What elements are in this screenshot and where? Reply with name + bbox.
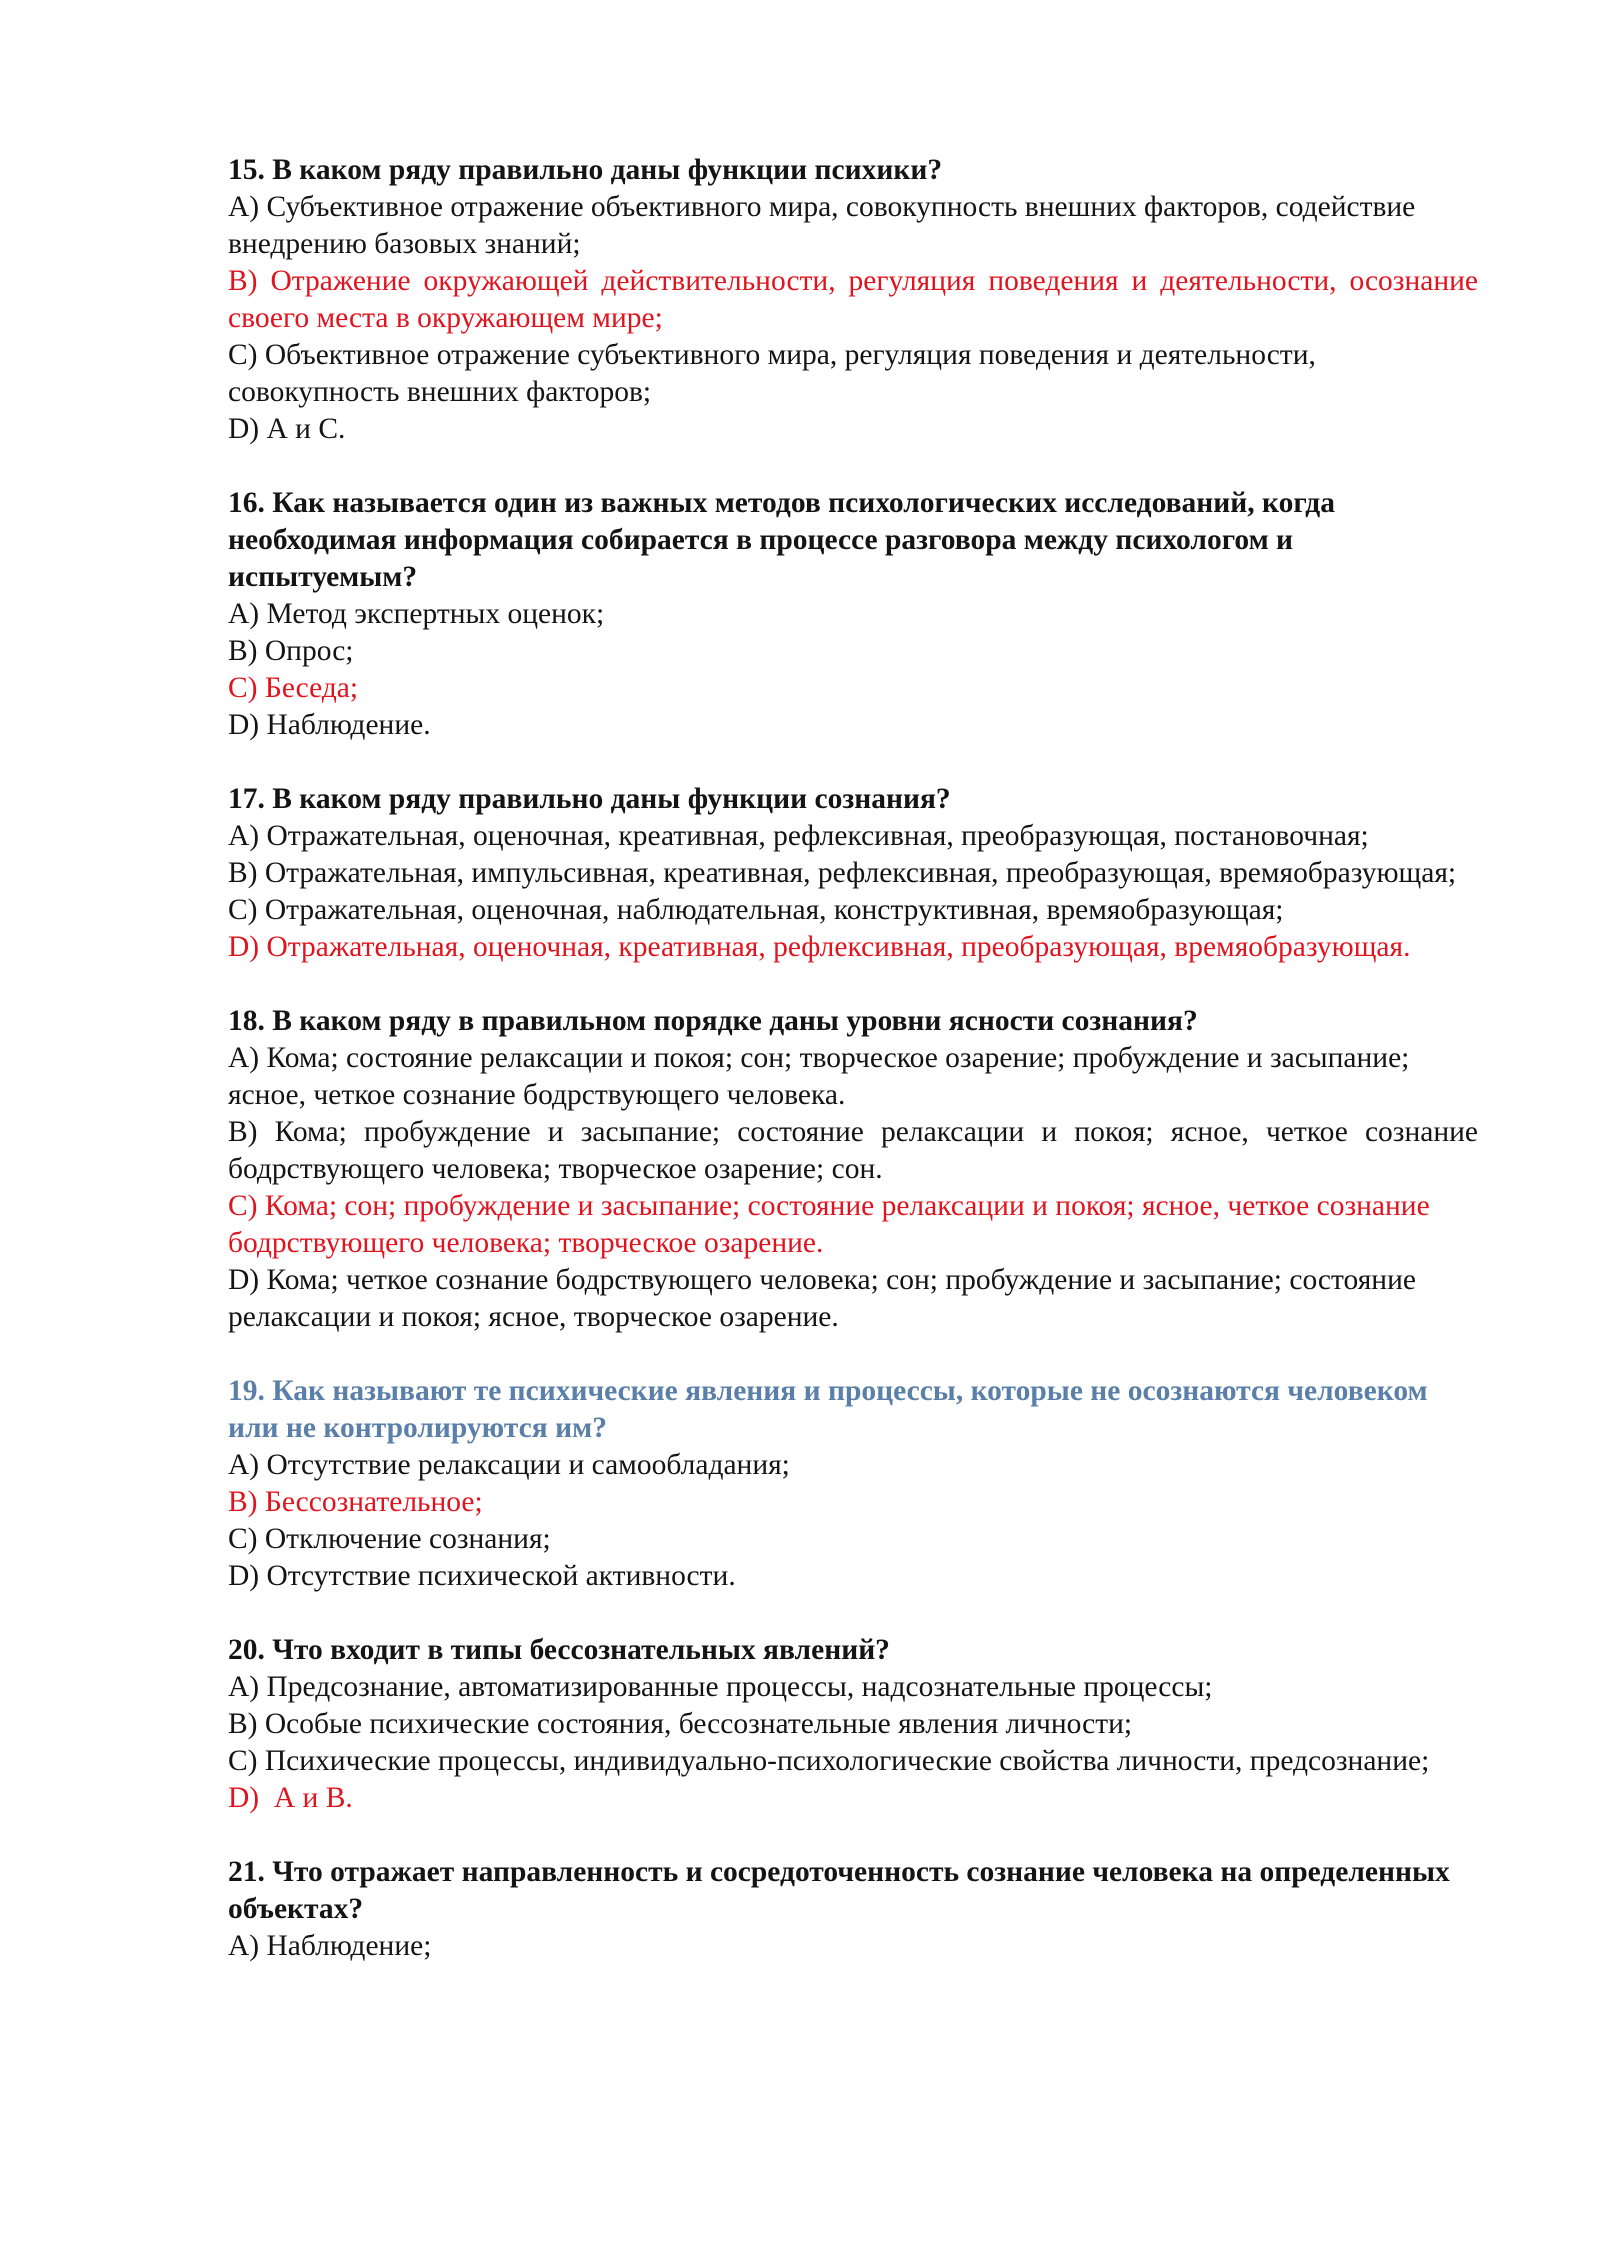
answer-option-b-correct: В) Отражение окружающей действительности, регуляция поведения и деятельности, осознание своего места в окружающем мире; bbox=[228, 265, 1478, 334]
question-title: 17. В каком ряду правильно даны функции сознания? bbox=[228, 783, 951, 815]
answer-option-d: D) Наблюдение. bbox=[228, 709, 431, 741]
question-title-highlighted: 19. Как называют те психические явления и процессы, которые не осознаются человеком или не контролируются им? bbox=[228, 1375, 1428, 1444]
answer-option-c-correct: С) Беседа; bbox=[228, 672, 359, 704]
answer-option-c: С) Психические процессы, индивидуально-психологические свойства личности, предсознание; bbox=[228, 1745, 1430, 1777]
answer-option-a: А) Отсутствие релаксации и самообладания; bbox=[228, 1449, 790, 1481]
answer-option-b: В) Кома; пробуждение и засыпание; состояние релаксации и покоя; ясное, четкое сознание бодрствующего человека; творческое озарение; сон. bbox=[228, 1116, 1478, 1185]
answer-option-d-correct: D) А и В. bbox=[228, 1782, 353, 1814]
question-16 bbox=[228, 485, 1478, 744]
answer-option-a: А) Кома; состояние релаксации и покоя; сон; творческое озарение; пробуждение и засыпание; ясное, четкое сознание бодрствующего человека. bbox=[228, 1042, 1410, 1111]
question-17 bbox=[228, 781, 1478, 966]
question-title: 21. Что отражает направленность и сосредоточенность сознание человека на определенных объектах? bbox=[228, 1856, 1450, 1925]
answer-option-d: D) А и С. bbox=[228, 413, 346, 445]
question-19 bbox=[228, 1373, 1478, 1595]
question-21 bbox=[228, 1854, 1478, 1965]
answer-option-d: D) Кома; четкое сознание бодрствующего человека; сон; пробуждение и засыпание; состояние релаксации и покоя; ясное, творческое озарение. bbox=[228, 1264, 1416, 1333]
question-title: 15. В каком ряду правильно даны функции психики? bbox=[228, 154, 943, 186]
answer-option-a: А) Метод экспертных оценок; bbox=[228, 598, 605, 630]
answer-option-b: В) Отражательная, импульсивная, креативная, рефлексивная, преобразующая, времяобразующая; bbox=[228, 857, 1457, 889]
answer-option-c: С) Отключение сознания; bbox=[228, 1523, 551, 1555]
answer-option-b-correct: В) Бессознательное; bbox=[228, 1486, 483, 1518]
question-title: 20. Что входит в типы бессознательных явлений? bbox=[228, 1634, 890, 1666]
question-title: 16. Как называется один из важных методов психологических исследований, когда необходимая информация собирается в процессе разговора между психологом и испытуемым? bbox=[228, 487, 1335, 593]
question-18 bbox=[228, 1003, 1478, 1336]
answer-option-a: А) Предсознание, автоматизированные процессы, надсознательные процессы; bbox=[228, 1671, 1213, 1703]
answer-option-d-correct: D) Отражательная, оценочная, креативная, рефлексивная, преобразующая, времяобразующая. bbox=[228, 931, 1411, 963]
answer-option-b: В) Особые психические состояния, бессознательные явления личности; bbox=[228, 1708, 1133, 1740]
answer-option-c-correct: С) Кома; сон; пробуждение и засыпание; состояние релаксации и покоя; ясное, четкое сознание бодрствующего человека; творческое озарение. bbox=[228, 1190, 1430, 1259]
answer-option-c: С) Отражательная, оценочная, наблюдательная, конструктивная, времяобразующая; bbox=[228, 894, 1284, 926]
answer-option-d: D) Отсутствие психической активности. bbox=[228, 1560, 736, 1592]
question-20 bbox=[228, 1632, 1478, 1817]
answer-option-a: А) Наблюдение; bbox=[228, 1930, 432, 1962]
question-title: 18. В каком ряду в правильном порядке даны уровни ясности сознания? bbox=[228, 1005, 1198, 1037]
answer-option-b: В) Опрос; bbox=[228, 635, 354, 667]
answer-option-c: С) Объективное отражение субъективного мира, регуляция поведения и деятельности, совокупность внешних факторов; bbox=[228, 339, 1316, 408]
answer-option-a: А) Отражательная, оценочная, креативная, рефлексивная, преобразующая, постановочная; bbox=[228, 820, 1369, 852]
document-page bbox=[228, 152, 1478, 2002]
question-15 bbox=[228, 152, 1478, 448]
answer-option-a: А) Субъективное отражение объективного мира, совокупность внешних факторов, содействие внедрению базовых знаний; bbox=[228, 191, 1416, 260]
